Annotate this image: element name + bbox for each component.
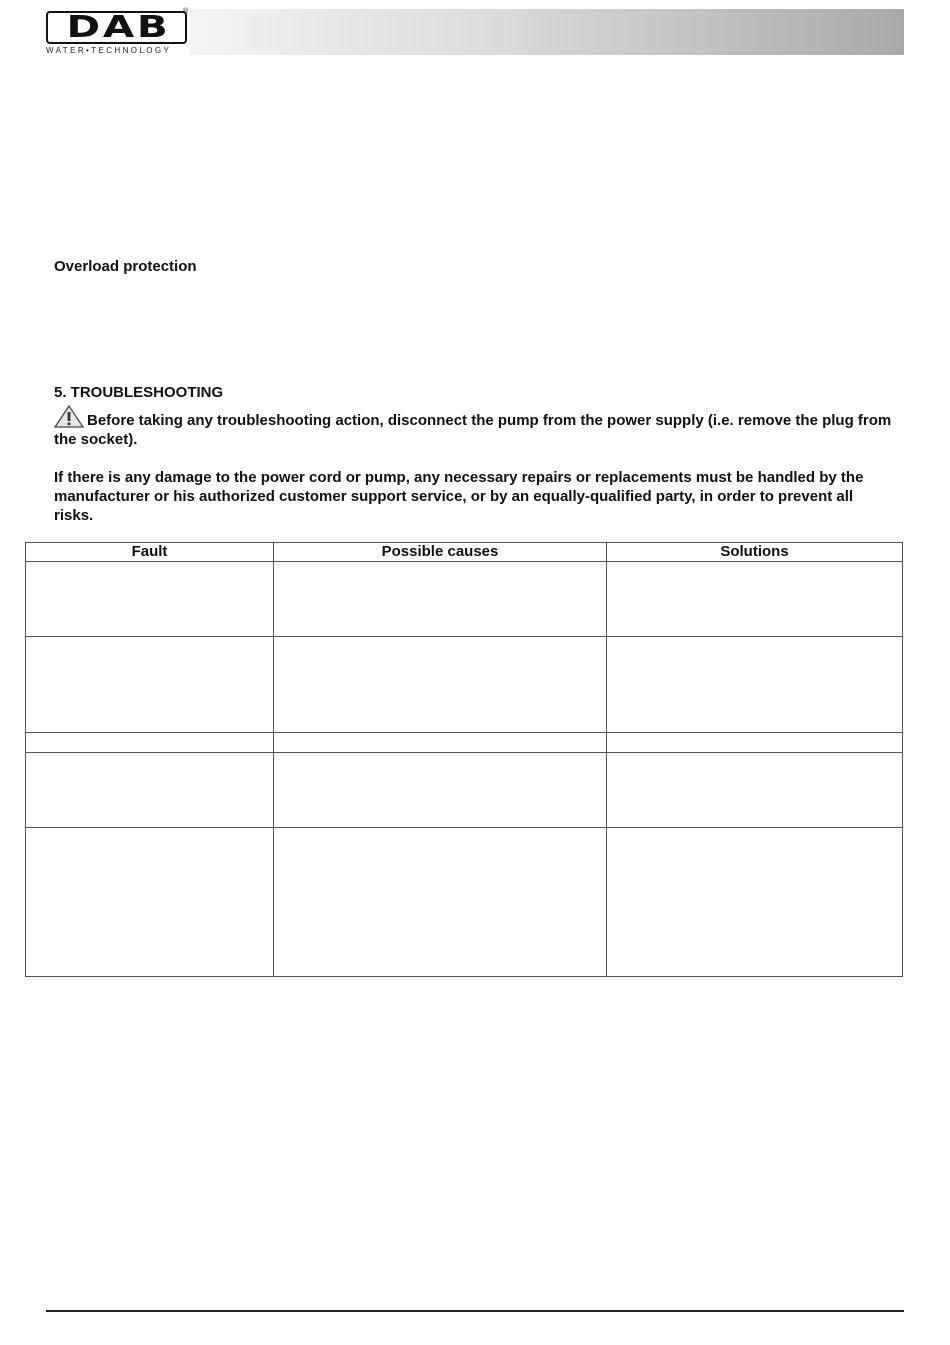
logo-text: DAB [66,10,171,45]
fault-cell [26,637,274,733]
fault-cell [26,562,274,637]
header-gradient-bar [190,9,904,55]
warning-paragraph [54,405,894,449]
registered-mark: ® [183,8,189,15]
column-header-possible-causes: Possible causes [274,543,607,562]
warning-triangle-icon [54,405,84,428]
causes-cell [274,562,607,637]
column-header-fault: Fault [26,543,274,562]
table-row [26,733,903,753]
solutions-cell [607,828,903,977]
fault-table [25,542,903,977]
causes-cell [274,637,607,733]
fault-cell [26,828,274,977]
causes-cell [274,828,607,977]
solutions-cell [607,733,903,753]
column-header-solutions: Solutions [607,543,903,562]
table-row [26,637,903,733]
troubleshooting-heading: 5. TROUBLESHOOTING [54,384,224,401]
logo-subtitle: WATER•TECHNOLOGY [46,46,172,55]
table-header-row [26,543,903,562]
causes-cell [274,753,607,828]
footer-divider [46,1310,904,1312]
damage-paragraph: If there is any damage to the power cord or pump, any necessary repairs or replacements must be handled by the manufacturer or his authorized customer support service, or by an equally-qualified party, in order to prevent all risks. [54,469,864,524]
table-row [26,828,903,977]
solutions-cell [607,562,903,637]
overload-protection-heading: Overload protection [54,258,197,275]
dab-logo [46,8,190,57]
solutions-cell [607,637,903,733]
fault-cell [26,753,274,828]
fault-cell [26,733,274,753]
table-row [26,753,903,828]
warning-text: Before taking any troubleshooting action, disconnect the pump from the power supply (i.e. remove the plug from the socket). [54,412,892,448]
causes-cell [274,733,607,753]
logo-frame [46,11,187,44]
solutions-cell [607,753,903,828]
table-row [26,562,903,637]
